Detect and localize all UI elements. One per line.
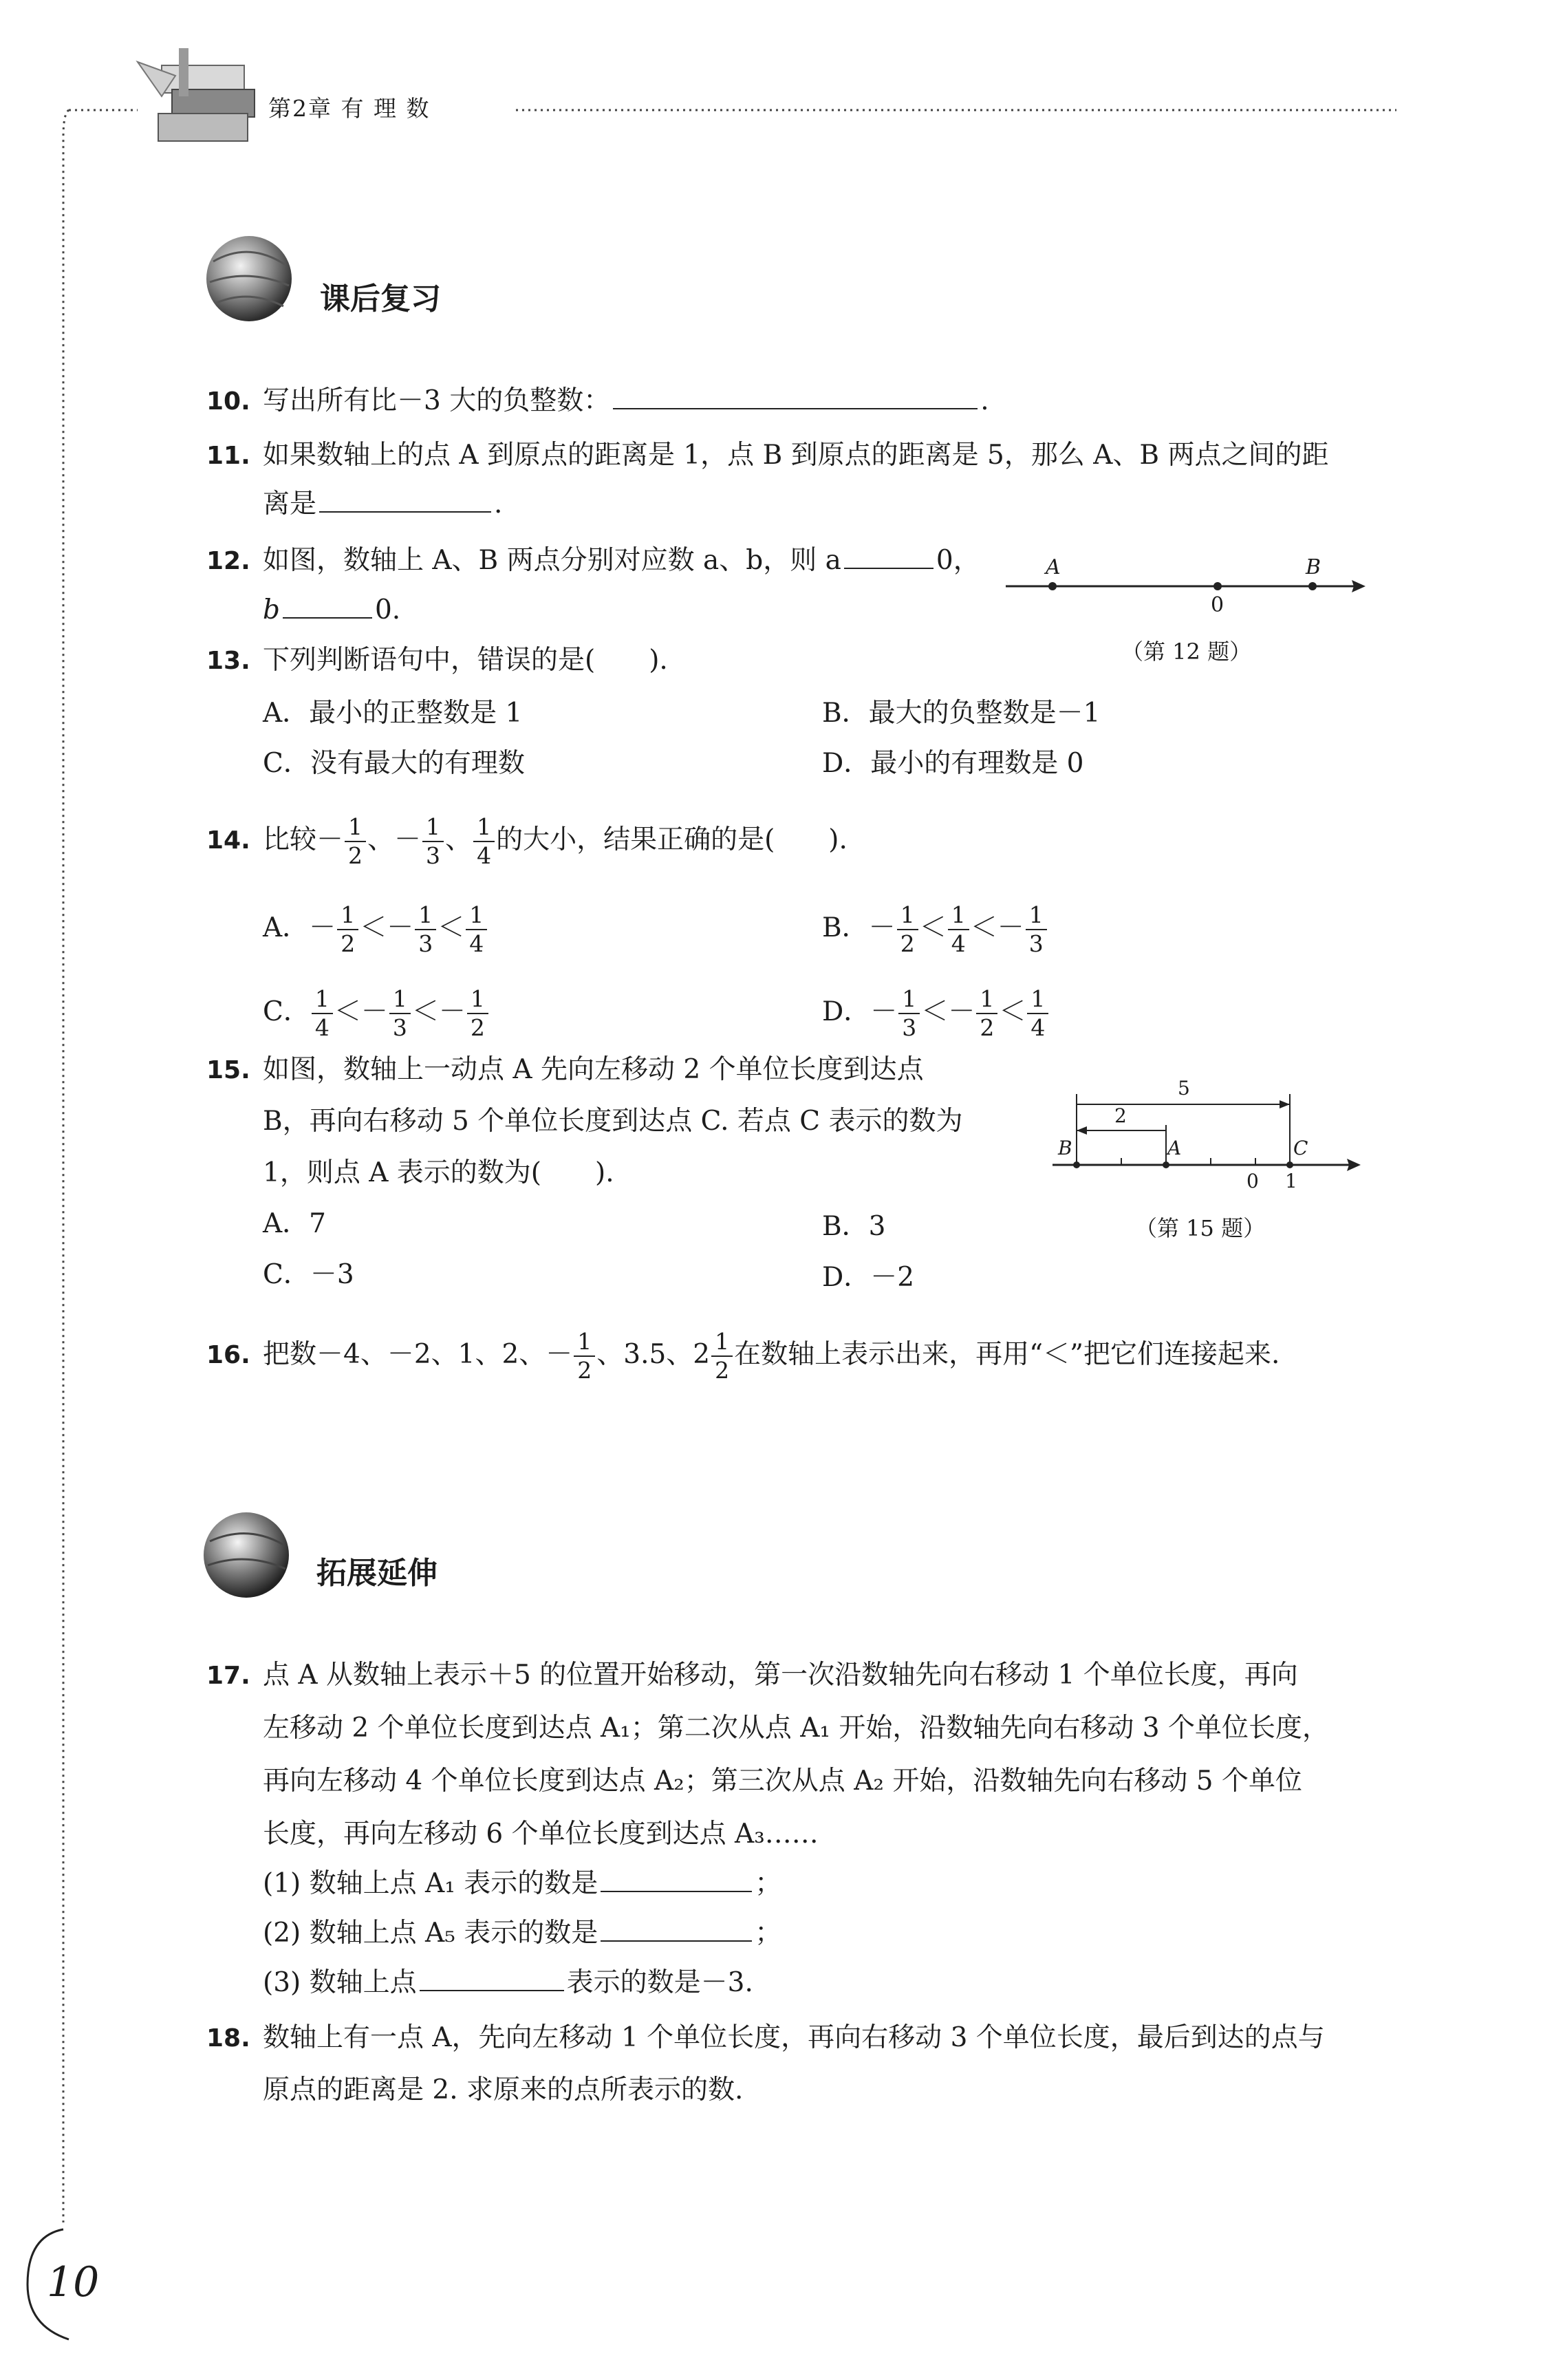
q15-label-5: 5 bbox=[1178, 1077, 1190, 1100]
q15-option-d: D．－2 bbox=[822, 1262, 915, 1293]
q12-caption: （第 12 题） bbox=[1121, 639, 1252, 665]
q13-option-c: C．没有最大的有理数 bbox=[263, 748, 525, 779]
q12-number-line-figure bbox=[1006, 580, 1366, 592]
question-16: 16. 把数－4、－2、1、2、－ $\frac{1}{2}$ 、3.5、2 $\frac{1}{2}$ 在数轴上表示出来，再用“＜”把它们连接起来. bbox=[206, 1328, 1280, 1384]
question-17-line1: 17. 点 A 从数轴上表示＋5 的位置开始移动，第一次沿数轴先向右移动 1 个单位长度，再向 bbox=[206, 1660, 1298, 1691]
question-17-sub2: (2) 数轴上点 A₅ 表示的数是 ； bbox=[263, 1918, 782, 1949]
question-15-line2: B，再向右移动 5 个单位长度到达点 C. 若点 C 表示的数为 bbox=[263, 1106, 963, 1137]
question-17-line3: 再向左移动 4 个单位长度到达点 A₂；第三次从点 A₂ 开始，沿数轴先向右移动 5 个单位 bbox=[263, 1766, 1303, 1797]
question-12-line1: 12. 如图，数轴上 A、B 两点分别对应数 a、b，则 a 0， bbox=[206, 545, 980, 576]
books-icon bbox=[138, 48, 255, 141]
section-title-review: 课后复习 bbox=[320, 281, 441, 317]
question-14: 14. 比较－ $\frac{1}{2}$ 、－ $\frac{1}{3}$ 、 $\frac{1}{4}$ 的大小，结果正确的是( ). bbox=[206, 813, 848, 869]
question-15-line1: 15. 如图，数轴上一动点 A 先向左移动 2 个单位长度到达点 bbox=[206, 1054, 924, 1085]
q15-option-b: B．3 bbox=[822, 1211, 886, 1242]
globe-icon-extension bbox=[204, 1512, 289, 1598]
question-17-sub3: (3) 数轴上点 表示的数是－3. bbox=[263, 1967, 753, 1998]
question-11-line1: 11. 如果数轴上的点 A 到原点的距离是 1，点 B 到原点的距离是 5，那么 A、B 两点之间的距 bbox=[206, 440, 1329, 471]
q12-point-b bbox=[1308, 582, 1317, 590]
q15-label-b: B bbox=[1058, 1137, 1072, 1159]
chapter-header: 第2章 有 理 数 bbox=[268, 95, 431, 122]
q13-option-b: B．最大的负整数是－1 bbox=[822, 698, 1101, 729]
q14-option-a: A．－ $\frac{1}{2}$ ＜－ $\frac{1}{3}$ ＜ $\frac{1}{4}$ bbox=[263, 901, 488, 958]
q15-option-c: C．－3 bbox=[263, 1259, 354, 1290]
question-18-line2: 原点的距离是 2. 求原来的点所表示的数. bbox=[263, 2075, 744, 2105]
q12-label-zero: 0 bbox=[1211, 593, 1224, 617]
q15-option-a: A．7 bbox=[263, 1208, 326, 1239]
section-title-extension: 拓展延伸 bbox=[316, 1556, 438, 1591]
q15-caption: （第 15 题） bbox=[1135, 1215, 1266, 1241]
q15-label-c: C bbox=[1293, 1137, 1308, 1159]
question-13: 13. 下列判断语句中，错误的是( ). bbox=[206, 645, 668, 676]
q15-label-1: 1 bbox=[1285, 1170, 1297, 1192]
globe-icon-review bbox=[206, 236, 292, 321]
page-number: 10 bbox=[47, 2258, 100, 2306]
q15-number-line-figure bbox=[1053, 1094, 1361, 1171]
q15-label-0: 0 bbox=[1246, 1170, 1259, 1192]
question-17-sub1: (1) 数轴上点 A₁ 表示的数是 ； bbox=[263, 1868, 782, 1899]
question-15-line3: 1，则点 A 表示的数为( ). bbox=[263, 1157, 614, 1188]
question-18-line1: 18. 数轴上有一点 A，先向左移动 1 个单位长度，再向右移动 3 个单位长度，最后到达的点与 bbox=[206, 2022, 1325, 2053]
question-11-line2: 离是 . bbox=[263, 489, 503, 519]
q12-point-a bbox=[1048, 582, 1057, 590]
question-17-line2: 左移动 2 个单位长度到达点 A₁；第二次从点 A₁ 开始，沿数轴先向右移动 3 个单位长度， bbox=[263, 1713, 1330, 1744]
q14-option-d: D．－ $\frac{1}{3}$ ＜－ $\frac{1}{2}$ ＜ $\frac{1}{4}$ bbox=[822, 985, 1050, 1042]
q13-option-d: D．最小的有理数是 0 bbox=[822, 748, 1084, 779]
q15-label-2: 2 bbox=[1114, 1104, 1127, 1127]
q14-option-b: B．－ $\frac{1}{2}$ ＜ $\frac{1}{4}$ ＜－ $\frac{1}{3}$ bbox=[822, 901, 1048, 958]
q12-label-a: A bbox=[1046, 555, 1061, 579]
q13-option-a: A．最小的正整数是 1 bbox=[263, 698, 523, 729]
question-17-line4: 长度，再向左移动 6 个单位长度到达点 A₃…… bbox=[263, 1819, 819, 1850]
question-10: 10. 写出所有比－3 大的负整数： . bbox=[206, 385, 989, 416]
question-12-line2: b 0. bbox=[263, 594, 401, 625]
q12-point-zero bbox=[1213, 582, 1222, 590]
q12-label-b: B bbox=[1306, 555, 1321, 579]
q15-label-a: A bbox=[1167, 1137, 1182, 1159]
q14-option-c: C． $\frac{1}{4}$ ＜－ $\frac{1}{3}$ ＜－ $\frac{1}{2}$ bbox=[263, 985, 490, 1042]
